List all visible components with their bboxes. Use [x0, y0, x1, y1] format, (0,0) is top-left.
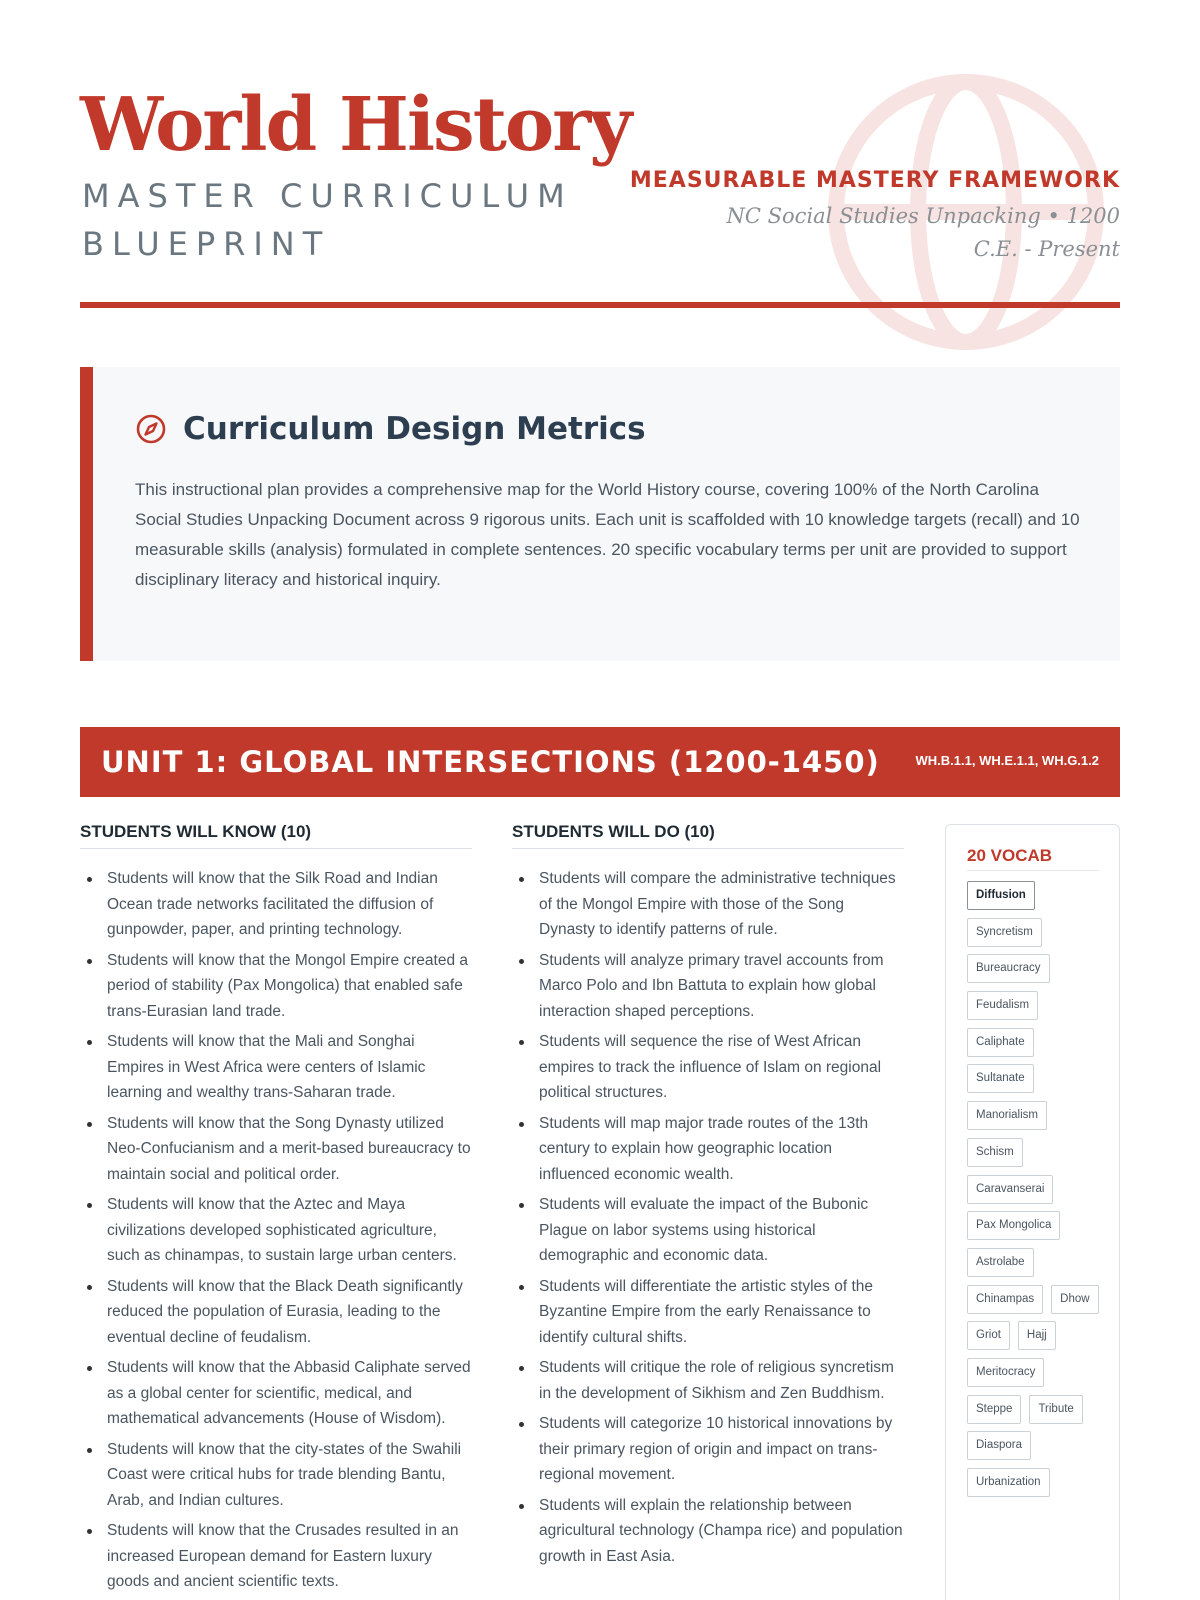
do-item: Students will map major trade routes of the 13th century to explain how geographic location influenced economic wealth. — [512, 1111, 904, 1188]
page-header — [80, 60, 1120, 310]
vocab-heading: 20 VOCAB — [967, 846, 1099, 871]
know-item: Students will know that the Mongol Empire created a period of stability (Pax Mongolica) that enabled safe trans-Eurasian land trade. — [80, 948, 472, 1025]
know-item: Students will know that the Abbasid Caliphate served as a global center for scientific, medical, and mathematical advancements (House of Wisdom). — [80, 1355, 472, 1432]
metrics-title: Curriculum Design Metrics — [183, 411, 646, 447]
unit-title: UNIT 1: GLOBAL INTERSECTIONS (1200-1450) — [101, 745, 880, 779]
do-column — [512, 822, 904, 1574]
vocab-chip[interactable]: Manorialism — [967, 1101, 1047, 1130]
do-item: Students will categorize 10 historical innovations by their primary region of origin and impact on trans-regional movement. — [512, 1411, 904, 1488]
do-item: Students will compare the administrative techniques of the Mongol Empire with those of the Song Dynasty to identify patterns of rule. — [512, 866, 904, 943]
vocab-chip[interactable]: Chinampas — [967, 1285, 1043, 1314]
vocab-panel — [945, 824, 1120, 1600]
do-item: Students will evaluate the impact of the Bubonic Plague on labor systems using historical demographic and economic data. — [512, 1192, 904, 1269]
document-page — [80, 0, 1120, 1600]
metrics-panel — [80, 367, 1120, 661]
metrics-heading — [135, 411, 646, 447]
do-item: Students will critique the role of religious syncretism in the development of Sikhism and Zen Buddhism. — [512, 1355, 904, 1406]
know-item: Students will know that the Mali and Songhai Empires in West Africa were centers of Islamic learning and wealthy trans-Saharan trade. — [80, 1029, 472, 1106]
vocab-chip[interactable]: Tribute — [1029, 1395, 1082, 1424]
vocab-chip[interactable]: Pax Mongolica — [967, 1211, 1060, 1240]
know-item: Students will know that the Black Death significantly reduced the population of Eurasia, leading to the eventual decline of feudalism. — [80, 1274, 472, 1351]
vocab-chip[interactable]: Sultanate — [967, 1064, 1034, 1093]
compass-icon — [135, 413, 167, 445]
know-item: Students will know that the city-states of the Swahili Coast were critical hubs for trade blending Bantu, Arab, and Indian cultures. — [80, 1437, 472, 1514]
know-heading: STUDENTS WILL KNOW (10) — [80, 822, 472, 849]
vocab-chip[interactable]: Urbanization — [967, 1468, 1050, 1497]
metrics-description: This instructional plan provides a comprehensive map for the World History course, covering 100% of the North Carolina Social Studies Unpacking Document across 9 rigorous units. Each unit is scaffolded with 10 knowledge targets (recall) and 10 measurable skills (analysis) formulated in complete sentences. 20 specific vocabulary terms per unit are provided to support disciplinary literacy and historical inquiry. — [135, 480, 1080, 589]
know-item: Students will know that the Song Dynasty utilized Neo-Confucianism and a merit-based bureaucracy to maintain social and political order. — [80, 1111, 472, 1188]
vocab-chip[interactable]: Caravanserai — [967, 1175, 1053, 1204]
know-list — [80, 866, 472, 1595]
vocab-chip[interactable]: Meritocracy — [967, 1358, 1044, 1387]
know-column — [80, 822, 472, 1600]
vocab-chip[interactable]: Schism — [967, 1138, 1023, 1167]
do-list — [512, 866, 904, 1569]
do-item: Students will explain the relationship between agricultural technology (Champa rice) and population growth in East Asia. — [512, 1493, 904, 1570]
do-item: Students will differentiate the artistic styles of the Byzantine Empire from the early Renaissance to identify cultural shifts. — [512, 1274, 904, 1351]
page-subtitle: MASTER CURRICULUM BLUEPRINT — [82, 177, 573, 263]
framework-meta: NC Social Studies Unpacking • 1200 C.E. - Present — [726, 204, 1120, 261]
vocab-chip[interactable]: Bureaucracy — [967, 954, 1050, 983]
vocab-chip[interactable]: Feudalism — [967, 991, 1038, 1020]
vocab-chip[interactable]: Hajj — [1018, 1321, 1056, 1350]
framework-label: MEASURABLE MASTERY FRAMEWORK — [629, 168, 1120, 193]
unit-standards: WH.B.1.1, WH.E.1.1, WH.G.1.2 — [915, 753, 1099, 768]
header-divider — [80, 302, 1120, 308]
page-title: World History — [80, 82, 631, 168]
do-heading: STUDENTS WILL DO (10) — [512, 822, 904, 849]
vocab-chip[interactable]: Astrolabe — [967, 1248, 1034, 1277]
do-item: Students will sequence the rise of West African empires to track the influence of Islam on regional political structures. — [512, 1029, 904, 1106]
know-item: Students will know that the Crusades resulted in an increased European demand for Eastern luxury goods and ancient scientific texts. — [80, 1518, 472, 1595]
vocab-chip[interactable]: Diffusion — [967, 881, 1035, 910]
vocab-chip[interactable]: Caliphate — [967, 1028, 1034, 1057]
vocab-chip-list — [967, 881, 1107, 1505]
vocab-chip[interactable]: Steppe — [967, 1395, 1021, 1424]
do-item: Students will analyze primary travel accounts from Marco Polo and Ibn Battuta to explain how global interaction shaped perceptions. — [512, 948, 904, 1025]
vocab-chip[interactable]: Dhow — [1051, 1285, 1098, 1314]
vocab-chip[interactable]: Griot — [967, 1321, 1010, 1350]
vocab-chip[interactable]: Syncretism — [967, 918, 1042, 947]
know-item: Students will know that the Silk Road and Indian Ocean trade networks facilitated the diffusion of gunpowder, paper, and printing technology. — [80, 866, 472, 943]
vocab-chip[interactable]: Diaspora — [967, 1431, 1031, 1460]
unit-banner — [80, 727, 1120, 797]
know-item: Students will know that the Aztec and Maya civilizations developed sophisticated agriculture, such as chinampas, to sustain large urban centers. — [80, 1192, 472, 1269]
